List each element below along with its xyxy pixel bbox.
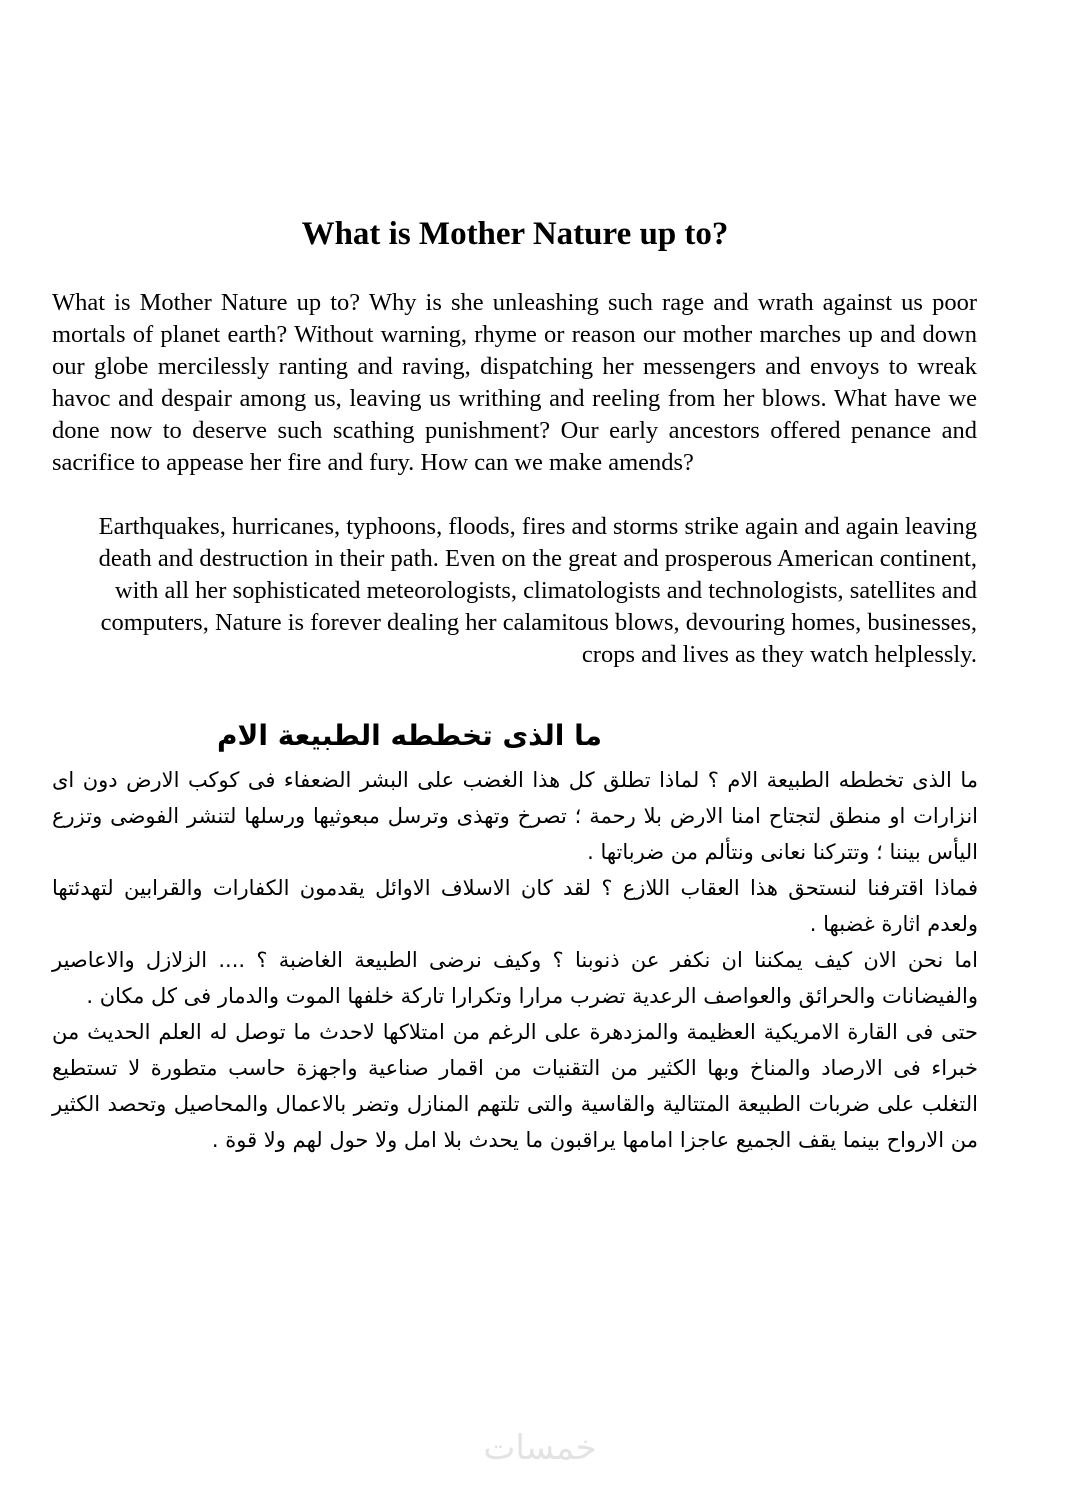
arabic-paragraph-3: اما نحن الان كيف يمكننا ان نكفر عن ذنوبنا ؟ وكيف نرضى الطبيعة الغاضبة ؟ .... الزلازل والاعاصير والفيضانات والحرائق والعواصف الرعدية تضرب مرارا وتكرارا تاركة خلفها الموت والدمار فى كل مكان . xyxy=(52,948,978,1008)
english-paragraph-2: Earthquakes, hurricanes, typhoons, floods, fires and storms strike again and again leaving death and destruction in their path. Even on the great and prosperous American continent, with all her sophisticated meteorologists, climatologists and technologists, satellites and computers, Nature is forever dealing her calamitous blows, devouring homes, businesses, crops and lives as they watch helplessly. xyxy=(98,513,977,668)
english-title: What is Mother Nature up to? xyxy=(301,216,729,252)
arabic-body xyxy=(52,762,978,1158)
arabic-paragraph-4: حتى فى القارة الامريكية العظيمة والمزدهرة على الرغم من امتلاكها لاحدث ما توصل له العلم الحديث من خبراء فى الارصاد والمناخ وبها الكثير من التقنيات من اقمار صناعية واجهزة حاسب متطورة لا تستطيع التغلب على ضربات الطبيعة المتتالية والقاسية والتى تلتهم المنازل وتضر بالاعمال والمحاصيل وتحصد الكثير من الارواح بينما يقف الجميع عاجزا امامها يراقبون ما يحدث بلا امل ولا حول لهم ولا قوة . xyxy=(52,1020,978,1152)
arabic-title: ما الذى تخططه الطبيعة الام xyxy=(216,719,602,752)
arabic-paragraph-1: ما الذى تخططه الطبيعة الام ؟ لماذا تطلق كل هذا الغضب على البشر الضعفاء فى كوكب الارض دون اى انزارات او منطق لتجتاح امنا الارض بلا رحمة ؛ تصرخ وتهذى وترسل مبعوثيها ورسلها لتنشر الفوضى وتزرع اليأس بيننا ؛ وتتركنا نعانى ونتألم من ضرباتها . xyxy=(52,768,978,864)
english-paragraph-1: What is Mother Nature up to? Why is she unleashing such rage and wrath against us poor mortals of planet earth? Without warning, rhyme or reason our mother marches up and down our globe mercilessly ranting and raving, dispatching her messengers and envoys to wreak havoc and despair among us, leaving us writhing and reeling from her blows. What have we done now to deserve such scathing punishment? Our early ancestors offered penance and sacrifice to appease her fire and fury. How can we make amends? xyxy=(52,289,977,476)
arabic-paragraph-2: فماذا اقترفنا لنستحق هذا العقاب اللازع ؟ لقد كان الاسلاف الاوائل يقدمون الكفارات والقرابين لتهدئتها ولعدم اثارة غضبها . xyxy=(52,876,978,936)
khamsat-watermark: خمسات xyxy=(483,1428,597,1468)
